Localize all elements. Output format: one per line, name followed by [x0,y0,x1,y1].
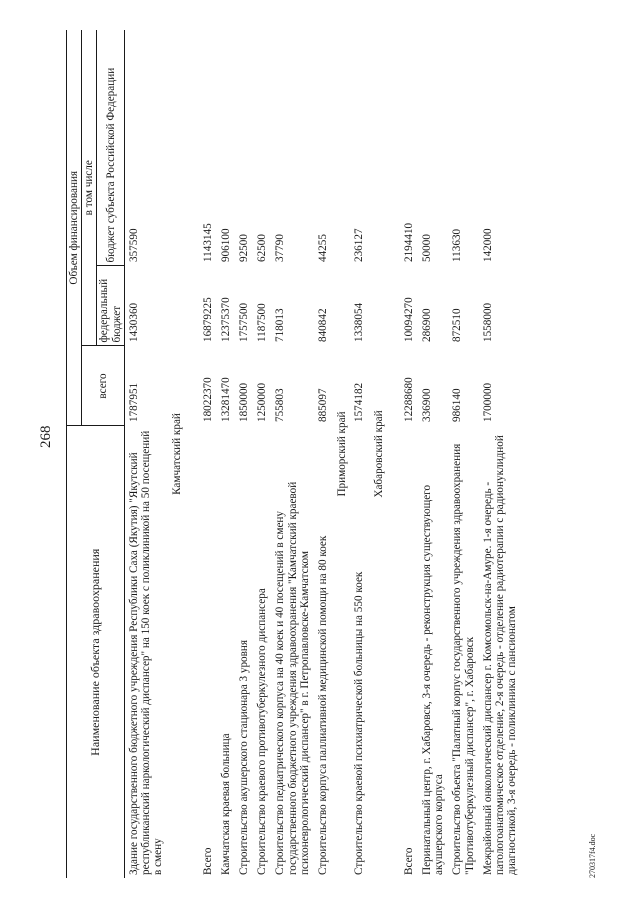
header-object-name: Наименование объекта здравоохранения [67,426,125,878]
federal-budget-cell: 872510 [451,308,464,342]
subject-budget-cell: 50000 [421,234,434,262]
subject-budget-cell: 44255 [317,234,330,262]
header-subject-budget: бюджет субъекта Российской Федерации [97,30,124,266]
total-cell: 336900 [421,388,434,422]
subject-budget-cell: 357590 [127,228,140,262]
federal-budget-cell: 16879225 [201,297,214,342]
subject-budget-cell: 113630 [451,228,464,262]
total-cell: 12288680 [402,377,415,422]
total-cell: 13281470 [219,377,232,422]
header-federal-budget: федеральный бюджет [97,266,124,346]
federal-budget-cell: 1187500 [256,303,269,342]
table-row [387,30,418,878]
subject-budget-cell: 236127 [353,228,366,262]
table-row [217,30,235,878]
region-heading-row [167,30,185,878]
subject-budget-cell: 62500 [256,234,269,262]
object-name-cell: Строительство акушерского стационара 3 уровня [238,639,251,875]
total-cell: 1850000 [238,382,251,422]
subject-budget-cell: 906100 [219,228,232,262]
table-row [186,30,217,878]
federal-budget-cell: 1338054 [353,302,366,342]
table-row [253,30,271,878]
object-name-cell: Межрайонный онкологический диспансер г. Комсомольск-на-Амуре. 1-я очередь - патологоанатомическое отделение, 2-я очередь - отделение радиотерапии с радионуклидной диагностикой, 3-я очередь - поликлиника с пансионатом [481,435,519,875]
object-name-cell: Здание государственного бюджетного учреждения Республики Саха (Якутия) "Якутский республиканский наркологический диспансер" на 150 коек с поликлиникой на 50 посещений в смену [127,430,165,875]
object-name-cell: Камчатская краевая больница [219,733,232,875]
footer-file-code: 270317f4.doc [588,833,597,878]
header-financing-volume: Объем финансирования [67,30,82,426]
federal-budget-cell: 1558000 [481,302,494,342]
object-name-cell: Строительство краевого противотуберкулезного диспансера [256,588,269,875]
table-body [124,30,521,878]
table-row [271,30,314,878]
object-name-cell: Строительство объекта "Палатный корпус государственного учреждения здравоохранения "Противотуберкулезный диспансер", г. Хабаровск [451,443,476,875]
table-row [235,30,253,878]
header-including: в том числе [82,30,97,346]
subject-budget-cell: 37790 [274,234,287,262]
region-heading-row [369,30,387,878]
federal-budget-cell: 1430360 [127,302,140,342]
region-heading-row [332,30,350,878]
federal-budget-cell: 10094270 [402,297,415,342]
federal-budget-cell: 286900 [421,308,434,342]
header-total: всего [82,346,125,426]
table-row [124,30,167,878]
subject-budget-cell: 92500 [238,234,251,262]
table-row [314,30,332,878]
subject-budget-cell: 2194410 [402,222,415,262]
page-number: 268 [38,425,54,448]
total-cell: 885097 [317,388,330,422]
rotated-table-container [66,30,578,878]
object-name-cell: Перинатальный центр, г. Хабаровск, 3-я очередь - реконструкция существующего акушерского корпуса [421,484,446,875]
federal-budget-cell: 718013 [274,308,287,342]
region-heading: Камчатский край [171,413,184,495]
table-header [67,30,125,878]
subject-budget-cell: 1143145 [201,223,214,262]
total-cell: 1787951 [127,382,140,422]
total-cell: 1250000 [256,382,269,422]
subject-budget-cell: 142000 [481,228,494,262]
federal-budget-cell: 840842 [317,308,330,342]
financing-table [66,30,521,878]
total-cell: 986140 [451,388,464,422]
federal-budget-cell: 1757500 [238,302,251,342]
total-cell: 755803 [274,388,287,422]
total-cell: 1574182 [353,382,366,422]
table-row [448,30,478,878]
object-name-cell: Всего [201,847,214,875]
object-name-cell: Строительство корпуса паллиативной медицинской помощи на 80 коек [317,535,330,875]
object-name-cell: Всего [402,847,415,875]
table-row [479,30,522,878]
total-cell: 1700000 [481,382,494,422]
table-row [418,30,448,878]
federal-budget-cell: 12375370 [219,297,232,342]
object-name-cell: Строительство краевой психиатрической больницы на 550 коек [353,571,366,875]
total-cell: 18022370 [201,377,214,422]
region-heading: Хабаровский край [372,410,385,498]
object-name-cell: Строительство педиатрического корпуса на 40 коек и 40 посещений в смену государственного бюджетного учреждения здравоохранения "Камчатский краевой психоневрологический диспансер" в г. Петропавловске-Камчатском [274,481,311,875]
region-heading: Приморский край [336,411,349,497]
table-row [350,30,368,878]
